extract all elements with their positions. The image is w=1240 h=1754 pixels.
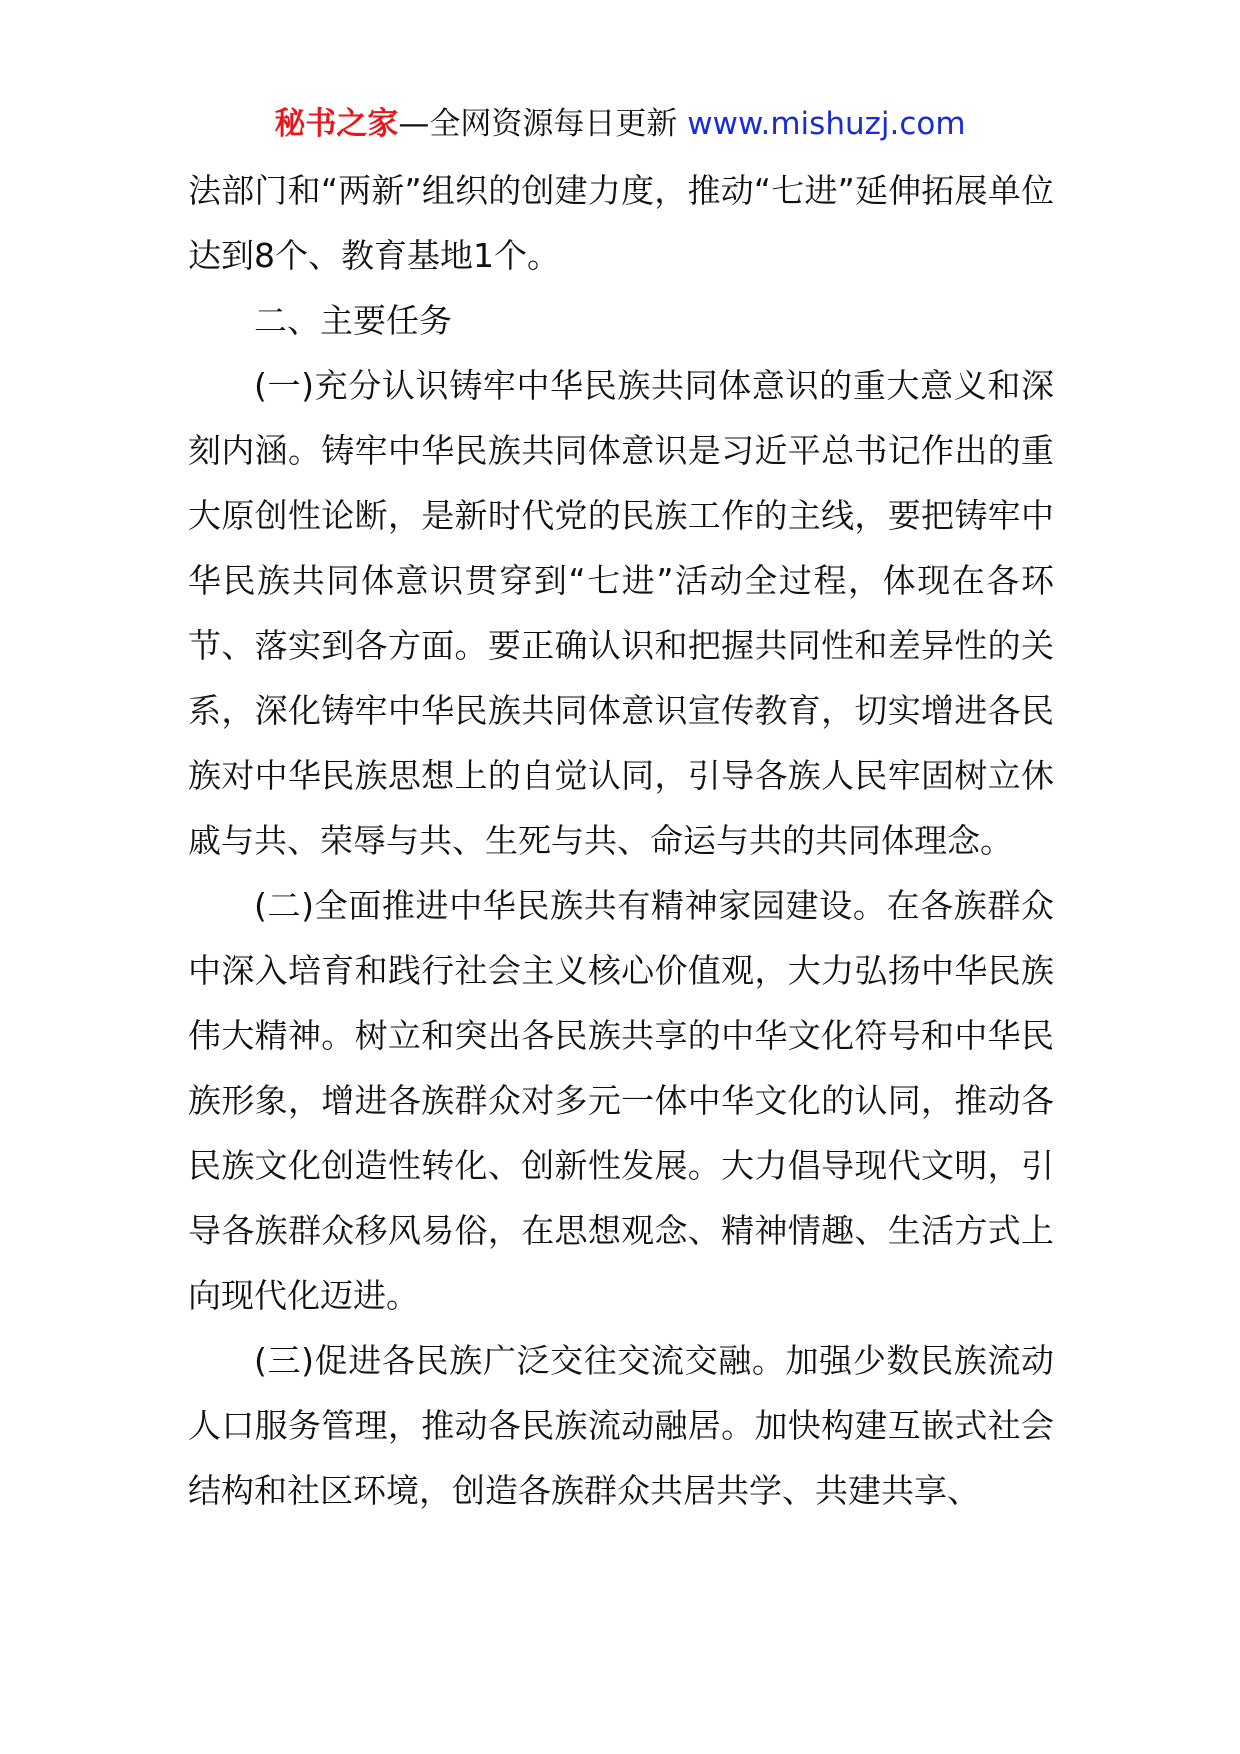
site-url-link[interactable]: www.mishuzj.com (687, 106, 966, 142)
site-watermark-header (0, 100, 1240, 148)
tagline: —全网资源每日更新 (398, 106, 688, 142)
document-body (188, 158, 1054, 1523)
paragraph-item-1: (一)充分认识铸牢中华民族共同体意识的重大意义和深刻内涵。铸牢中华民族共同体意识是习近平总书记作出的重大原创性论断，是新时代党的民族工作的主线，要把铸牢中华民族共同体意识贯穿到“七进”活动全过程，体现在各环节、落实到各方面。要正确认识和把握共同性和差异性的关系，深化铸牢中华民族共同体意识宣传教育，切实增进各民族对中华民族思想上的自觉认同，引导各族人民牢固树立休戚与共、荣辱与共、生死与共、命运与共的共同体理念。 (188, 366, 1054, 860)
paragraph-continuation: 法部门和“两新”组织的创建力度，推动“七进”延伸拓展单位达到8个、教育基地1个。 (188, 171, 1054, 275)
paragraph-item-3: (三)促进各民族广泛交往交流交融。加强少数民族流动人口服务管理，推动各民族流动融居。加快构建互嵌式社会结构和社区环境，创造各族群众共居共学、共建共享、 (188, 1341, 1054, 1510)
brand-name: 秘书之家 (274, 106, 399, 142)
paragraph-item-2: (二)全面推进中华民族共有精神家园建设。在各族群众中深入培育和践行社会主义核心价值观，大力弘扬中华民族伟大精神。树立和突出各民族共享的中华文化符号和中华民族形象，增进各族群众对多元一体中华文化的认同，推动各民族文化创造性转化、创新性发展。大力倡导现代文明，引导各族群众移风易俗，在思想观念、精神情趣、生活方式上向现代化迈进。 (188, 886, 1054, 1315)
section-heading: 二、主要任务 (254, 301, 452, 340)
